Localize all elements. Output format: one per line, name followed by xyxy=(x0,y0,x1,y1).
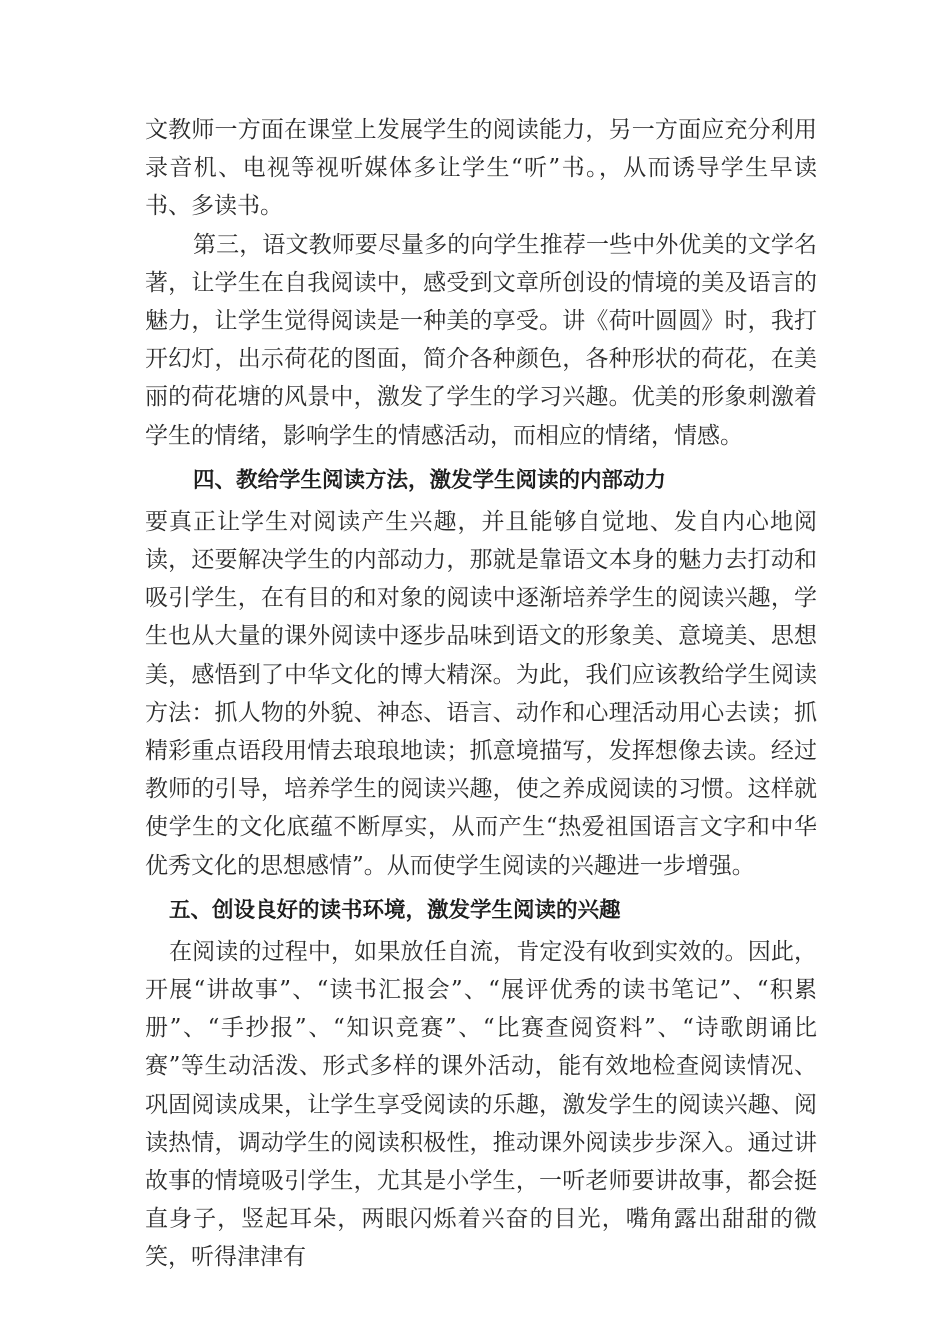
paragraph-third-point: 第三，语文教师要尽量多的向学生推荐一些中外优美的文学名著，让学生在自我阅读中，感受到文章所创设的情境的美及语言的魅力，让学生觉得阅读是一种美的享受。讲《荷叶圆圆》时，我打开幻灯，出示荷花的图面，简介各种颜色，各种形状的荷花，在美丽的荷花塘的风景中，激发了学生的学习兴趣。优美的形象刺激着学生的情绪，影响学生的情感活动，而相应的情绪，情感。 xyxy=(145,231,817,449)
section-heading-four: 四、教给学生阅读方法，激发学生阅读的内部动力 xyxy=(193,467,667,493)
paragraph-reading-methods: 要真正让学生对阅读产生兴趣，并且能够自觉地、发自内心地阅读，还要解决学生的内部动力，那就是靠语文本身的魅力去打动和吸引学生，在有目的和对象的阅读中逐渐培养学生的阅读兴趣，学生也从大量的课外阅读中逐步品味到语文的形象美、意境美、思想美，感悟到了中华文化的博大精深。为此，我们应该教给学生阅读方法：抓人物的外貌、神态、语言、动作和心理活动用心去读；抓精彩重点语段用情去琅琅地读；抓意境描写，发挥想像去读。经过教师的引导，培养学生的阅读兴趣，使之养成阅读的习惯。这样就使学生的文化底蕴不断厚实，从而产生“热爱祖国语言文字和中华优秀文化的思想感情”。从而使学生阅读的兴趣进一步增强。 xyxy=(145,508,817,879)
paragraph-continuation: 文教师一方面在课堂上发展学生的阅读能力，另一方面应充分利用录音机、电视等视听媒体多让学生“听”书。，从而诱导学生早读书、多读书。 xyxy=(145,117,817,220)
paragraph-reading-environment: 在阅读的过程中，如果放任自流，肯定没有收到实效的。因此，开展“讲故事”、“读书汇报会”、“展评优秀的读书笔记”、“积累册”、“手抄报”、“知识竞赛”、“比赛查阅资料”、“诗歌朗诵比赛”等生动活泼、形式多样的课外活动，能有效地检查阅读情况、巩固阅读成果，让学生享受阅读的乐趣，激发学生的阅读兴趣、阅读热情，调动学生的阅读积极性，推动课外阅读步步深入。通过讲故事的情境吸引学生，尤其是小学生，一听老师要讲故事，都会挺直身子，竖起耳朵，两眼闪烁着兴奋的目光，嘴角露出甜甜的微笑，听得津津有 xyxy=(145,938,817,1271)
document-page xyxy=(145,111,817,1277)
section-heading-five: 五、创设良好的读书环境，激发学生阅读的兴趣 xyxy=(169,897,621,923)
